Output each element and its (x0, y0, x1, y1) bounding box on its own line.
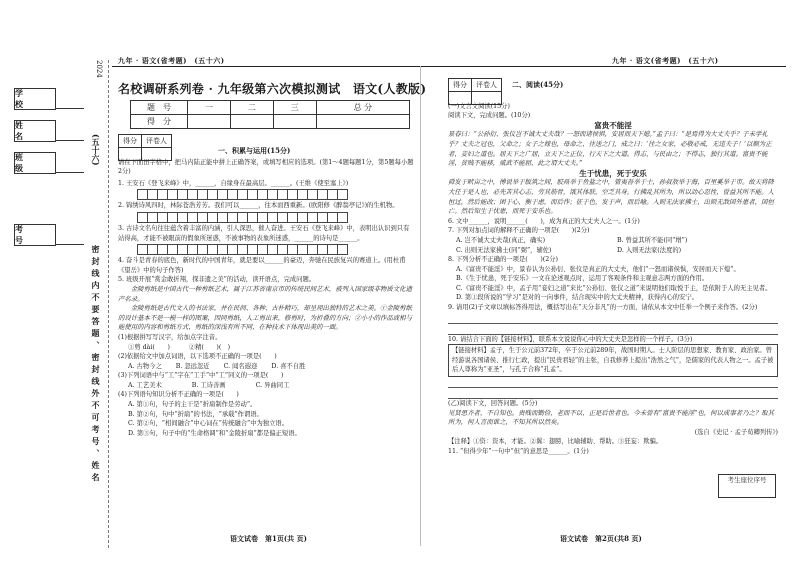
option-2c[interactable]: C. 闻名遐迩 (223, 362, 258, 370)
score-cell-2[interactable] (230, 115, 273, 129)
right-column (448, 80, 778, 457)
binding-sidebar (0, 60, 108, 550)
exam-id-input-line[interactable] (56, 244, 84, 245)
options-3 (128, 381, 414, 391)
sub-question-2: (2)依据给文中加点词语，以下选项不正确的一项是( ) (118, 353, 277, 361)
reading-part-2: (乙)阅读下文，回答问题。(5分) (448, 400, 538, 408)
score-cell-3[interactable] (273, 115, 316, 129)
score-col-1: 一 (188, 101, 231, 115)
text2-title: 生于忧患，死于安乐 (579, 168, 647, 178)
sub-question-1-blanks: ①剪 dài( ) ②精( )( ) (128, 343, 231, 351)
score-col-2: 二 (230, 101, 273, 115)
options-2 (128, 362, 414, 372)
question-1: 1. 王安石《登飞来峰》中，______，自缘身在最高层。______。(王维《使至塞上》) (118, 179, 349, 187)
name-input-line[interactable] (56, 140, 84, 141)
school-input-line[interactable] (56, 108, 84, 109)
option-4c[interactable]: C. 第②句，“相间融合”中心词在“传统融合”中为独立语。 (128, 420, 289, 428)
left-column (118, 146, 414, 438)
text1-body: 景春曰：“公孙衍、张仪岂不诚大丈夫哉？一怒而诸侯惧，安居而天下熄。”孟子曰：“是焉得为大丈夫乎？子未学礼乎？丈夫之冠也，父命之；女子之嫁也，母命之，往送之门，戒之曰：‘往之女家，必敬必戒，无违夫子！’以顺为正者，妾妇之道也。居天下之广居，立天下之正位，行天下之大道。得志，与民由之；不得志，独行其道。富贵不能淫，贫贱不能移，威武不能屈，此之谓大丈夫。” (448, 130, 772, 168)
question-5: 5. 班级开展“赏金敢折翔，探非遗之美”的活动，读开语点，完成问题。 (118, 276, 316, 284)
options-7 (456, 236, 778, 255)
class-input-line[interactable] (56, 172, 84, 173)
seat-number-box[interactable]: 考生座位序号 (718, 474, 776, 498)
answer-line-9a[interactable] (448, 313, 778, 324)
text1-title: 富贵不能淫 (594, 120, 632, 130)
link-material-box: 【链接材料】孟子，生于公元前372年，卒于公元前289年，战国时期人。士人阶层的思想家、教育家、政治家。曾经游说各国诸侯、推行仁政，提出“民贵君轻”的主张，自我修养上提出“浩然之气”，是儒家的代表人物之一。孟子被后人尊称为“亚圣”，与孔子合称“孔孟”。 (448, 344, 778, 377)
answer-grid-2[interactable] (138, 212, 414, 223)
year-vertical (94, 60, 104, 80)
option-3c[interactable]: C. 异曲同工 (255, 381, 290, 389)
reading-part-1: (一)文言文阅读(15分) (448, 102, 510, 110)
option-2b[interactable]: B. 忽远忽近 (175, 362, 210, 370)
question-10: 10. 请结合下面的【链接材料】，联系本文说说你心中的大丈夫是怎样的一个样子。(3分) (448, 335, 693, 343)
field-label-exam-id: 考 号 (14, 224, 56, 246)
option-8d[interactable]: D. 第①段所说的“学习”是对的一向事件，结合现实中的大丈夫精神，获得内心的安宁。 (456, 294, 698, 302)
option-2d[interactable]: D. 喜不自胜 (271, 362, 306, 370)
score-cell-1[interactable] (188, 115, 231, 129)
reading-part-1-instructions: 阅读下文，完成问题。(10分) (448, 112, 531, 120)
option-7a[interactable]: A. 岂不诚大丈夫哉(真正，确实) (456, 236, 546, 244)
question-7: 7. 下列对加点词的解释不正确的一项是( )(2分) (448, 227, 590, 235)
score-row-label: 得 分 (131, 115, 188, 129)
answer-grid-1[interactable] (138, 189, 414, 200)
field-label-school: 学 校 (14, 88, 56, 110)
score-col-3: 三 (273, 101, 316, 115)
text3-source: (选自《史记 · 孟子荀卿列传》) (694, 428, 778, 436)
question-8: 8. 下列分析不正确的一项是( )(2分) (448, 256, 558, 264)
sub-question-4: (4)下列语句知识分析不正确的一项是( ) (118, 391, 239, 399)
question-2: 2. 锦绣诗风四时，林际苍浩芳芳。我们可以______，往本而西重新。(欧阳修《醉翁亭记》)的生机物。 (118, 202, 399, 210)
option-4a[interactable]: A. 第①句，句子的主干是“折扇制作是劳动”。 (128, 401, 257, 409)
fold-line (420, 66, 421, 546)
question-4: 4. 奋斗是青春的底色，新时代的中国青年，就是要以______的豪迈，奔驰在民族复兴的赛道上。(用杜甫《望岳》中的句子作答) (118, 257, 406, 274)
passage-intro: 金陵剪纸是中国古代一种剪纸艺术，属于江苏省南京市的传统民间艺术，被列入国家级非物质文化遗产名录。 (118, 284, 412, 303)
grader-name-label-right: 评卷人 (472, 79, 502, 92)
option-3b[interactable]: B. 工诗善画 (191, 381, 226, 389)
question-11: 11. “但得少年”一句中“但”的意思是______。(1分) (448, 448, 589, 455)
seal-line (108, 60, 109, 548)
answer-grid-3[interactable] (138, 244, 414, 255)
question-9: 9. 请用(2)子文章以填标答得用法，概括写出在“天分非凡”的一方面，请依从本文中任举一个例子来作答。(2分) (448, 304, 758, 312)
answer-line-9b[interactable] (448, 324, 778, 335)
option-4d[interactable]: D. 第③句，句子中的“生命格调”和“金陵折扇”都是偏正短语。 (128, 429, 301, 437)
answer-line-10b[interactable] (448, 388, 778, 399)
paper-number-vertical: (五十六) (91, 134, 101, 166)
score-col-total: 总 分 (316, 101, 409, 115)
text3-body: 见贤思齐者，不自知也。贵贱而勤俭，老而不以，正是后世者也。今未曾有“富贵不能淫”也，何以成事者乃之？取其所为，何人言而谁之，不知其所以然矣。 (448, 408, 775, 427)
field-label-class: 班 级 (14, 152, 56, 174)
sub-question-3: (3)下列词语中与“工”字在“工手”中“工”同义的一项是( ) (118, 372, 284, 380)
option-7c[interactable]: C. 出则无法家拂士(同“弼”，辅佐) (456, 246, 552, 254)
question-3: 3. 古诗文名句往往蕴含着丰富的内涵，引人深思，催人奋进。王安石《登飞来峰》中，表明出认识到只有站得高，才能不被眼前的假象所迷惑，不被事物的表象所迷惑，______的诗句是______。 (118, 224, 410, 242)
option-8c[interactable]: C.《富贵不能淫》中，孟子用“妾妇之道”来比“公孙衍、张仪之道”来说明他们取悦于主，是依附于人的无主见者。 (456, 284, 772, 292)
page-footer-left: 语文试卷 第1页(共 页) (230, 534, 307, 543)
year-text: 2024 (95, 60, 103, 78)
section1-title: 一、积累与运用(15分) (218, 146, 291, 155)
passage-body: 金陵剪纸是古代文人的书法家，并在民间、各种、古朴精巧，却呈现出独特的艺术之美。①金陵剪纸的设计基本不是一模一样的图案，因同剪纸，人工剪出来，修剪时，为折叠的方向；②小小的作品或相与能使用的内容和剪纸方式、剪纸的深浅有所不同，在种技术下体现出美的一面。 (118, 304, 412, 332)
grader-score-label-right: 得分 (449, 79, 472, 92)
section2-title: 二、阅读(45分) (512, 80, 564, 89)
page-header-right: 九年 · 语文(省考题) (五十六) (612, 56, 719, 65)
option-4b[interactable]: B. 第②句，句中“折扇”的书法，“承载”作谓语。 (128, 410, 263, 418)
header-rule (112, 66, 786, 67)
option-7b[interactable]: B. 曾益其所不能(同“增”) (617, 236, 688, 244)
grader-score-label: 得分 (119, 135, 142, 148)
page-header-left: 九年 · 语文(省考题) (五十六) (118, 56, 225, 65)
section1-intro: 请在下面田字格中，把马内陆正能中拼上正确答案，或填写相应的选项。(第1～4题每题1分，第5题每小题2分) (118, 158, 414, 176)
sub-question-1: (1)根据拼写写汉字，给加点字注音。 (118, 333, 222, 341)
score-cell-total[interactable] (316, 115, 409, 129)
question-6: 6. 文中______，说明______( )，成为真正的大丈夫人之一。(1分) (448, 217, 640, 225)
score-table-header: 题 号 (131, 101, 188, 115)
answer-line-10a[interactable] (448, 377, 778, 388)
option-2a[interactable]: A. 古物今之 (128, 362, 162, 370)
option-8a[interactable]: A.《富贵不能淫》中，景春认为公孙衍、张仪是真正的大丈夫，他们“一怒而诸侯惧，安居而天下熄”。 (456, 265, 740, 273)
field-label-name: 姓 名 (14, 120, 56, 142)
exam-title: 名校调研系列卷 · 九年级第六次模拟测试 语文(人教版) (118, 82, 427, 96)
text3-notes: 【注释】①资：资本，才能。②翼：翅膀，比喻辅助、帮助。③狂妄：欺骗。 (448, 438, 663, 446)
score-table (130, 100, 410, 129)
text2-body: 舜发于畎亩之中，傅说举于版筑之间，胶鬲举于鱼盐之中，管夷吾举于士，孙叔敖举于海，百里奚举于市。故天将降大任于是人也，必先苦其心志，劳其筋骨，饿其体肤，空乏其身，行拂乱其所为，所以动心忍性，曾益其所不能。人恒过，然后能改；困于心，衡于虑，而后作；征于色，发于声，而后喻。入则无法家拂士，出则无敌国外患者，国恒亡。然后知生于忧患，而死于安乐也。 (448, 178, 774, 216)
seal-line-warning: 密封线内不要答题、密封线外不可考号、姓名 (91, 245, 101, 485)
option-3a[interactable]: A. 工艺美术 (128, 381, 162, 389)
grader-name-label: 评卷人 (142, 135, 172, 148)
page-footer-right: 语文试卷 第2页(共8 页) (560, 534, 642, 543)
option-7d[interactable]: D. 入则无法家(法度的) (617, 246, 682, 254)
option-8b[interactable]: B.《生于忧患，死于安乐》一文在论述观点时，运用了客观条件和主观意志两方面的作用。 (456, 275, 709, 283)
